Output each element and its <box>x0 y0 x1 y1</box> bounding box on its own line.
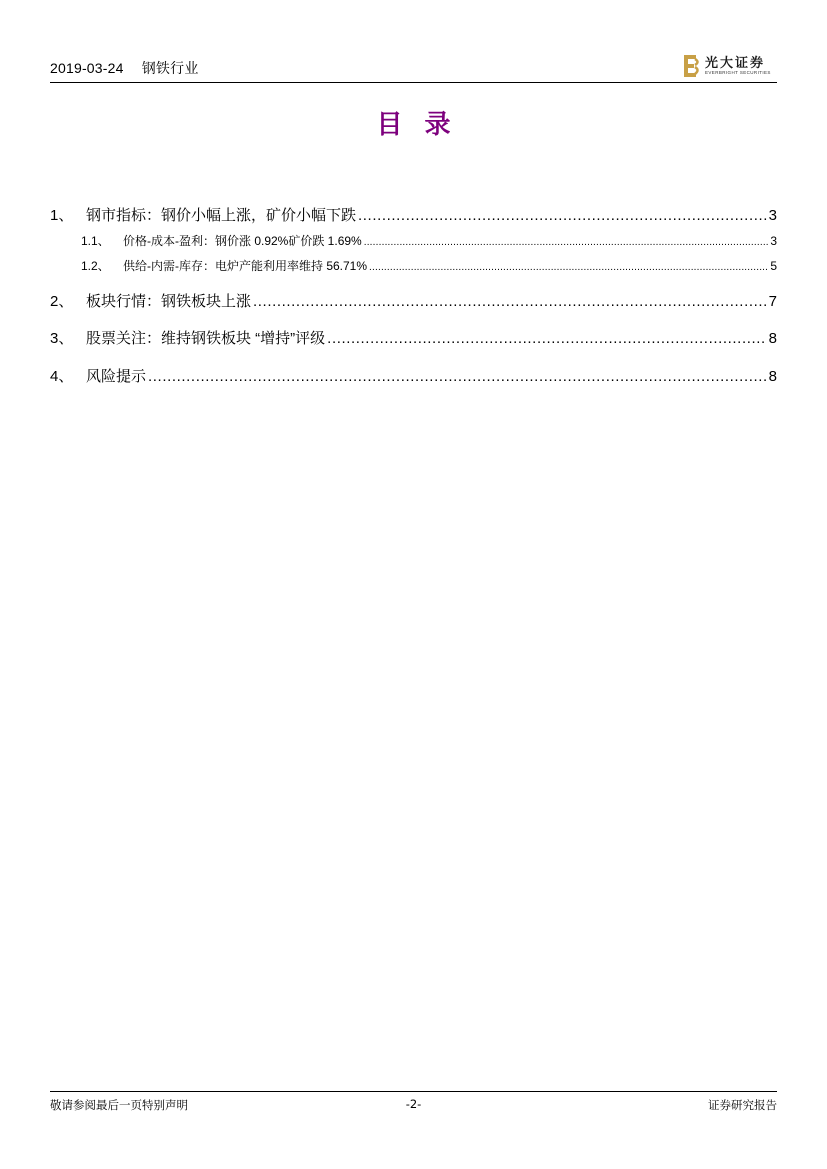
toc-title: 目录 <box>376 110 473 140</box>
toc-entry-text: 价格-成本-盈利：钢价涨 0.92%矿价跌 1.69% <box>123 234 362 248</box>
page-footer <box>50 1097 777 1115</box>
logo-text: 光大证券 <box>705 56 766 71</box>
page-number: -2- <box>405 1097 422 1111</box>
toc-leader-dots <box>358 207 767 224</box>
toc-leader-dots <box>369 259 768 273</box>
toc-entry-1-2[interactable] <box>50 257 777 274</box>
header-divider <box>50 82 777 83</box>
toc-entry-number: 4、 <box>50 368 74 385</box>
report-date: 2019-03-24 <box>50 60 124 76</box>
toc-entry-page: 5 <box>770 259 777 273</box>
toc-entry-page: 8 <box>768 368 777 385</box>
toc-entry-text: 钢市指标：钢价小幅上涨，矿价小幅下跌 <box>86 207 357 224</box>
header-meta <box>50 58 213 78</box>
toc-entry-text: 风险提示 <box>86 368 147 385</box>
toc-entry-number: 2、 <box>50 293 74 310</box>
toc-entry-page: 7 <box>768 293 777 310</box>
everbright-logo <box>683 52 775 80</box>
everbright-logo-mark-icon <box>683 54 701 78</box>
toc-entry-number: 1.1、 <box>81 234 110 248</box>
footer-divider <box>50 1091 777 1092</box>
toc-entry-number: 3、 <box>50 330 74 347</box>
toc-entry-number: 1、 <box>50 207 74 224</box>
page-header <box>50 48 777 82</box>
toc-entry-1[interactable] <box>50 204 777 225</box>
toc-entry-4[interactable] <box>50 365 777 386</box>
toc-entry-page: 3 <box>768 207 777 224</box>
logo-subtext: EVERBRIGHT SECURITIES <box>705 70 771 75</box>
toc-entry-text: 股票关注：维持钢铁板块 “增持”评级 <box>86 330 326 347</box>
toc-entry-3[interactable] <box>50 327 777 348</box>
toc-entry-1-1[interactable] <box>50 232 777 249</box>
toc-entry-page: 8 <box>768 330 777 347</box>
toc-entry-number: 1.2、 <box>81 259 110 273</box>
toc-entry-text: 供给-内需-库存：电炉产能利用率维持 56.71% <box>123 259 368 273</box>
toc-leader-dots <box>327 330 766 347</box>
toc-entry-text: 板块行情：钢铁板块上涨 <box>86 293 252 310</box>
report-type: 证券研究报告 <box>708 1098 777 1112</box>
toc-leader-dots <box>148 368 767 385</box>
toc-entry-page: 3 <box>770 234 777 248</box>
toc-leader-dots <box>364 234 769 248</box>
toc-entry-2[interactable] <box>50 290 777 311</box>
toc-leader-dots <box>253 293 767 310</box>
disclaimer-note: 敬请参阅最后一页特别声明 <box>50 1098 188 1112</box>
industry-label: 钢铁行业 <box>141 60 199 76</box>
